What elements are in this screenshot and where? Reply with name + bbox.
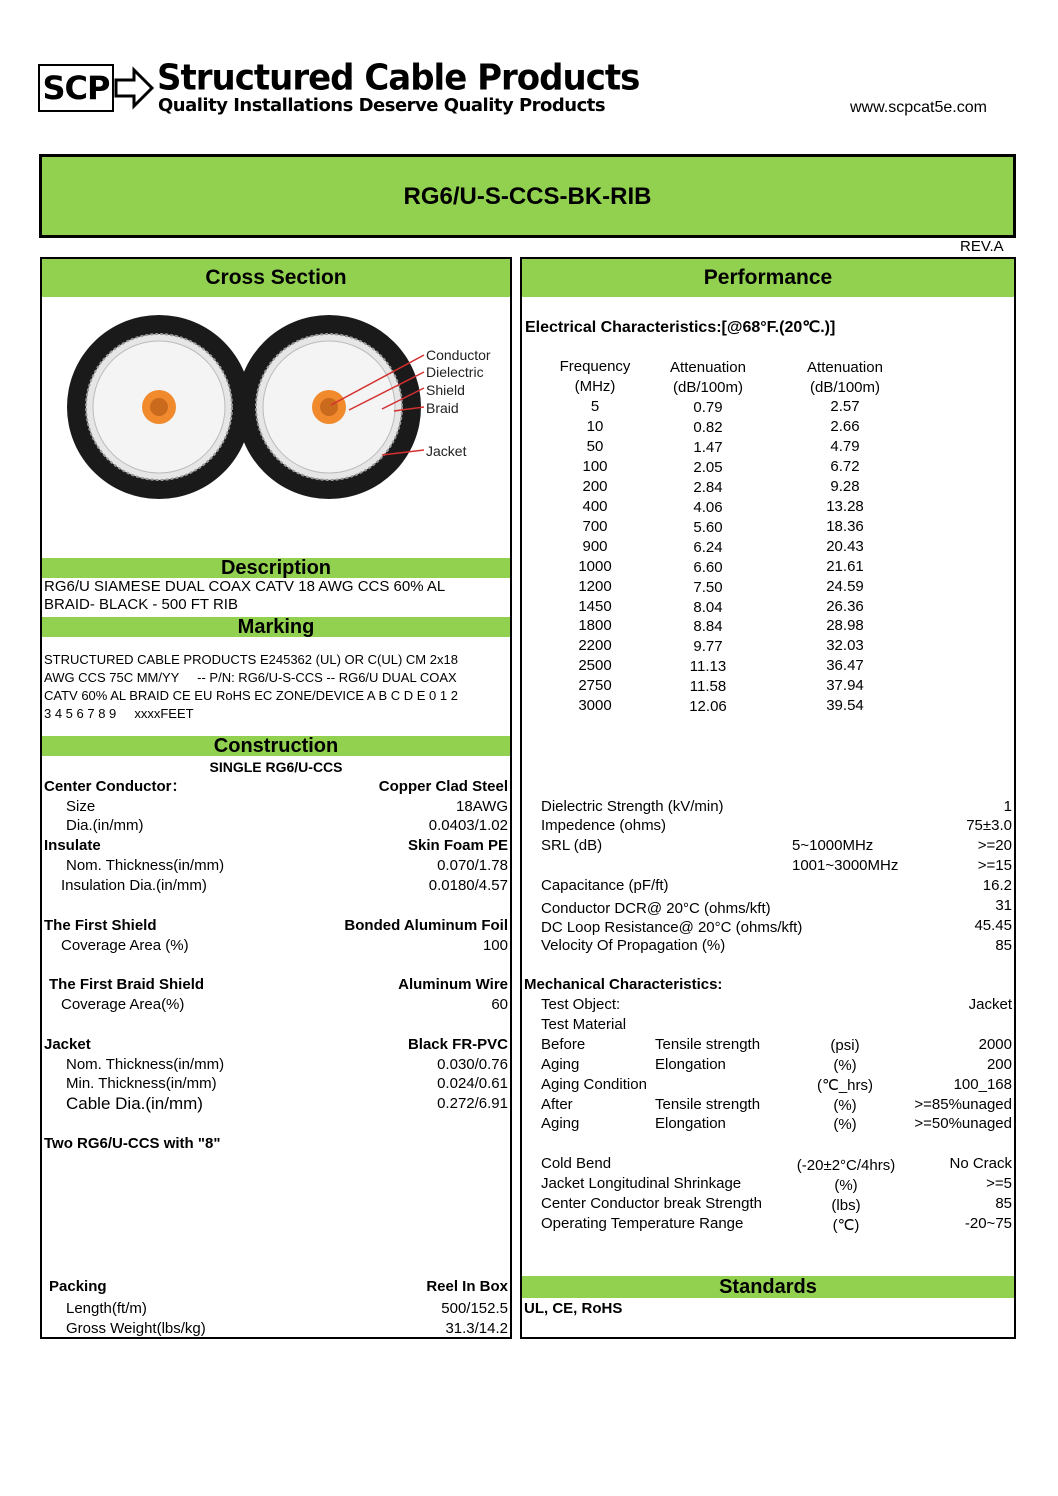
- attenuation-value-1: 0.79: [693, 399, 723, 416]
- characteristic-label: Center Conductor break Strength: [541, 1194, 762, 1212]
- characteristic-label: Operating Temperature Range: [541, 1214, 744, 1232]
- construction-label: Nom. Thickness(in/mm): [66, 857, 225, 874]
- description-heading: Description: [42, 558, 510, 578]
- marking-heading: Marking: [42, 617, 510, 637]
- attenuation-value-1: 6.60: [693, 558, 723, 576]
- construction-value: Black FR-PVC: [407, 1036, 508, 1053]
- brand-name: Structured Cable Products: [157, 57, 640, 99]
- attenuation-frequency: 3000: [578, 697, 612, 715]
- attenuation-value-1: 0.82: [693, 418, 723, 436]
- attenuation-frequency: 200: [582, 477, 608, 495]
- characteristic-label: Jacket Longitudinal Shrinkage: [541, 1174, 742, 1192]
- mechanical-property: Tensile strength: [655, 1095, 761, 1113]
- construction-value: 60: [491, 996, 508, 1013]
- characteristic-unit: (lbs): [831, 1196, 861, 1214]
- mechanical-value: >=85%unaged: [914, 1095, 1012, 1113]
- mechanical-unit: (%): [833, 1056, 857, 1074]
- marking-line-1: STRUCTURED CABLE PRODUCTS E245362 (UL) OR C(UL) CM 2x18: [44, 652, 458, 667]
- mechanical-label: After: [541, 1095, 573, 1113]
- electrical-value: 75±3.0: [966, 817, 1012, 834]
- mechanical-property: Elongation: [655, 1115, 726, 1133]
- logo-scp: SCP: [38, 64, 114, 112]
- electrical-label: DC Loop Resistance@ 20°C (ohms/kft): [541, 919, 803, 936]
- mechanical-heading: Mechanical Characteristics:: [524, 976, 723, 993]
- construction-label: Nom. Thickness(in/mm): [66, 1056, 225, 1073]
- attenuation-value-2: 2.57: [830, 398, 860, 415]
- mechanical-value: 100_168: [953, 1075, 1012, 1093]
- construction-value: 0.0403/1.02: [428, 817, 508, 834]
- construction-label: The First Braid Shield: [49, 976, 205, 993]
- packing-weight-value: 31.3/14.2: [445, 1320, 508, 1337]
- characteristic-label: Cold Bend: [541, 1155, 612, 1172]
- label-braid: Braid: [426, 400, 459, 416]
- mechanical-unit: (psi): [830, 1036, 860, 1054]
- attenuation-value-2: 4.79: [830, 437, 860, 455]
- mechanical-unit: (℃_hrs): [816, 1076, 873, 1094]
- electrical-range: 5~1000MHz: [792, 837, 874, 854]
- attenuation-frequency: 900: [582, 537, 608, 555]
- packing-label: Packing: [49, 1278, 107, 1295]
- construction-value: 0.070/1.78: [437, 857, 508, 874]
- mechanical-value: Jacket: [968, 996, 1012, 1013]
- electrical-label: Velocity Of Propagation (%): [541, 937, 726, 954]
- attenuation-frequency: 1450: [578, 597, 612, 615]
- standards-value: UL, CE, RoHS: [524, 1300, 623, 1317]
- characteristic-unit: (-20±2°C/4hrs): [796, 1157, 896, 1174]
- construction-value: 0.0180/4.57: [428, 877, 508, 894]
- mechanical-label: Aging: [541, 1055, 580, 1073]
- description-line-2: BRAID- BLACK - 500 FT RIB: [44, 596, 238, 613]
- attenuation-value-2: 6.72: [830, 457, 860, 475]
- electrical-label: SRL (dB): [541, 837, 603, 854]
- attenuation-frequency: 5: [590, 398, 600, 415]
- attenuation-frequency: 1000: [578, 557, 612, 575]
- header-attenuation-2-unit: (dB/100m): [809, 379, 881, 396]
- label-conductor: Conductor: [426, 347, 491, 363]
- electrical-value: 31: [995, 897, 1012, 914]
- construction-label: Center Conductor：: [44, 778, 187, 795]
- header-attenuation-1: Attenuation: [670, 359, 746, 376]
- attenuation-frequency: 700: [582, 517, 608, 535]
- description-line-1: RG6/U SIAMESE DUAL COAX CATV 18 AWG CCS 60% AL: [44, 578, 446, 595]
- attenuation-value-2: 21.61: [826, 557, 864, 575]
- characteristic-value: -20~75: [964, 1214, 1012, 1232]
- construction-label: The First Shield: [44, 917, 157, 934]
- electrical-value: >=15: [977, 857, 1012, 874]
- construction-value: 100: [482, 937, 508, 954]
- construction-label: Insulation Dia.(in/mm): [61, 877, 207, 894]
- construction-value: Aluminum Wire: [398, 976, 508, 993]
- attenuation-value-1: 1.47: [693, 438, 723, 456]
- attenuation-value-1: 8.04: [693, 598, 723, 616]
- marking-line-3: CATV 60% AL BRAID CE EU RoHS EC ZONE/DEVICE A B C D E 0 1 2: [44, 688, 458, 703]
- attenuation-frequency: 400: [582, 497, 608, 515]
- mechanical-property: Elongation: [655, 1055, 726, 1073]
- attenuation-frequency: 2500: [578, 657, 612, 675]
- header-frequency: Frequency: [559, 358, 631, 375]
- attenuation-value-1: 2.84: [693, 478, 723, 496]
- packing-length-value: 500/152.5: [441, 1300, 508, 1317]
- cross-section-heading: Cross Section: [42, 259, 510, 297]
- mechanical-property: Tensile strength: [655, 1035, 761, 1053]
- construction-value: Skin Foam PE: [407, 837, 508, 854]
- attenuation-value-1: 6.24: [693, 538, 723, 556]
- mechanical-value: 2000: [978, 1035, 1012, 1053]
- construction-heading: Construction: [42, 736, 510, 756]
- attenuation-frequency: 1200: [578, 577, 612, 595]
- construction-label: Size: [66, 798, 96, 815]
- performance-heading: Performance: [522, 259, 1014, 297]
- packing-value: Reel In Box: [426, 1278, 508, 1295]
- electrical-value: 85: [995, 937, 1012, 954]
- attenuation-value-2: 13.28: [826, 497, 864, 515]
- attenuation-value-1: 4.06: [693, 498, 723, 516]
- construction-subheading: SINGLE RG6/U-CCS: [209, 759, 343, 775]
- attenuation-value-2: 28.98: [826, 617, 864, 635]
- construction-label: Two RG6/U-CCS with "8": [44, 1135, 221, 1152]
- construction-label: Jacket: [44, 1036, 91, 1053]
- attenuation-value-2: 24.59: [826, 577, 864, 595]
- electrical-value: 45.45: [974, 917, 1012, 934]
- marking-line-2: AWG CCS 75C MM/YY -- P/N: RG6/U-S-CCS -- RG6/U DUAL COAX: [44, 670, 457, 685]
- product-title: RG6/U-S-CCS-BK-RIB: [39, 154, 1016, 238]
- attenuation-value-1: 8.84: [693, 618, 723, 636]
- header-attenuation-1-unit: (dB/100m): [672, 379, 744, 396]
- attenuation-frequency: 2750: [578, 677, 612, 695]
- electrical-label: Capacitance (pF/ft): [541, 877, 669, 894]
- electrical-label: Impedence (ohms): [541, 817, 667, 834]
- attenuation-value-2: 2.66: [830, 417, 860, 435]
- attenuation-value-1: 2.05: [693, 458, 723, 476]
- electrical-range: 1001~3000MHz: [792, 857, 899, 874]
- electrical-value: 1: [1003, 798, 1012, 815]
- attenuation-frequency: 10: [586, 417, 604, 435]
- mechanical-label: Aging: [541, 1115, 580, 1133]
- attenuation-value-1: 5.60: [693, 518, 723, 536]
- cable-right: [237, 315, 421, 499]
- attenuation-value-2: 37.94: [826, 677, 864, 695]
- mechanical-label: Test Object:: [541, 996, 621, 1013]
- construction-value: 0.272/6.91: [437, 1095, 508, 1112]
- mechanical-unit: (%): [833, 1096, 857, 1114]
- mechanical-value: >=50%unaged: [914, 1115, 1012, 1133]
- attenuation-value-2: 32.03: [826, 637, 864, 655]
- construction-label: Min. Thickness(in/mm): [66, 1075, 217, 1092]
- electrical-heading: Electrical Characteristics:[@68°F.(20℃.)]: [525, 319, 836, 336]
- attenuation-frequency: 1800: [578, 617, 612, 635]
- attenuation-value-1: 11.58: [689, 678, 727, 696]
- attenuation-frequency: 2200: [578, 637, 612, 655]
- attenuation-value-2: 36.47: [826, 657, 864, 675]
- mechanical-label: Aging Condition: [541, 1075, 647, 1093]
- revision-label: REV.A: [960, 238, 1004, 255]
- packing-weight-label: Gross Weight(lbs/kg): [66, 1320, 206, 1337]
- attenuation-value-1: 9.77: [693, 638, 723, 656]
- electrical-value: >=20: [977, 837, 1012, 854]
- attenuation-value-2: 9.28: [830, 477, 860, 495]
- logo-arrow-icon: [114, 66, 154, 110]
- website-link[interactable]: www.scpcat5e.com: [850, 99, 987, 116]
- characteristic-value: >=5: [986, 1174, 1012, 1192]
- attenuation-frequency: 100: [582, 457, 608, 475]
- label-jacket: Jacket: [426, 443, 467, 459]
- attenuation-value-1: 12.06: [689, 698, 727, 716]
- construction-value: Copper Clad Steel: [378, 778, 508, 795]
- construction-value: 0.024/0.61: [437, 1075, 508, 1092]
- mechanical-label: Before: [541, 1035, 586, 1053]
- marking-line-4: 3 4 5 6 7 8 9 xxxxFEET: [44, 706, 194, 721]
- construction-label: Coverage Area (%): [61, 937, 189, 954]
- attenuation-frequency: 50: [586, 437, 604, 455]
- attenuation-value-2: 39.54: [826, 697, 864, 715]
- attenuation-value-2: 26.36: [826, 597, 864, 615]
- attenuation-value-1: 7.50: [693, 578, 723, 596]
- header-attenuation-2: Attenuation: [807, 359, 883, 376]
- characteristic-unit: (℃): [832, 1216, 860, 1234]
- label-dielectric: Dielectric: [426, 364, 484, 380]
- attenuation-value-1: 11.13: [689, 658, 727, 676]
- label-shield: Shield: [426, 382, 465, 398]
- mechanical-label: Test Material: [541, 1015, 627, 1033]
- electrical-value: 16.2: [982, 877, 1012, 894]
- construction-label: Coverage Area(%): [61, 996, 185, 1013]
- construction-value: Bonded Aluminum Foil: [344, 917, 508, 934]
- characteristic-value: No Crack: [949, 1155, 1012, 1172]
- characteristic-value: 85: [995, 1194, 1012, 1212]
- electrical-label: Conductor DCR@ 20°C (ohms/kft): [541, 900, 771, 917]
- packing-length-label: Length(ft/m): [66, 1300, 147, 1317]
- characteristic-unit: (%): [834, 1176, 858, 1194]
- construction-label: Dia.(in/mm): [66, 817, 144, 834]
- construction-label: Cable Dia.(in/mm): [66, 1094, 203, 1113]
- header-frequency-unit: (MHz): [574, 378, 616, 395]
- construction-value: 18AWG: [456, 798, 508, 815]
- construction-value: 0.030/0.76: [437, 1056, 508, 1073]
- attenuation-value-2: 18.36: [826, 517, 864, 535]
- mechanical-value: 200: [986, 1055, 1012, 1073]
- construction-label: Insulate: [44, 837, 101, 854]
- standards-heading: Standards: [522, 1276, 1014, 1298]
- brand-tagline: Quality Installations Deserve Quality Products: [158, 95, 606, 116]
- electrical-label: Dielectric Strength (kV/min): [541, 798, 724, 815]
- mechanical-unit: (%): [833, 1116, 857, 1134]
- cable-left: [67, 315, 251, 499]
- attenuation-value-2: 20.43: [826, 537, 864, 555]
